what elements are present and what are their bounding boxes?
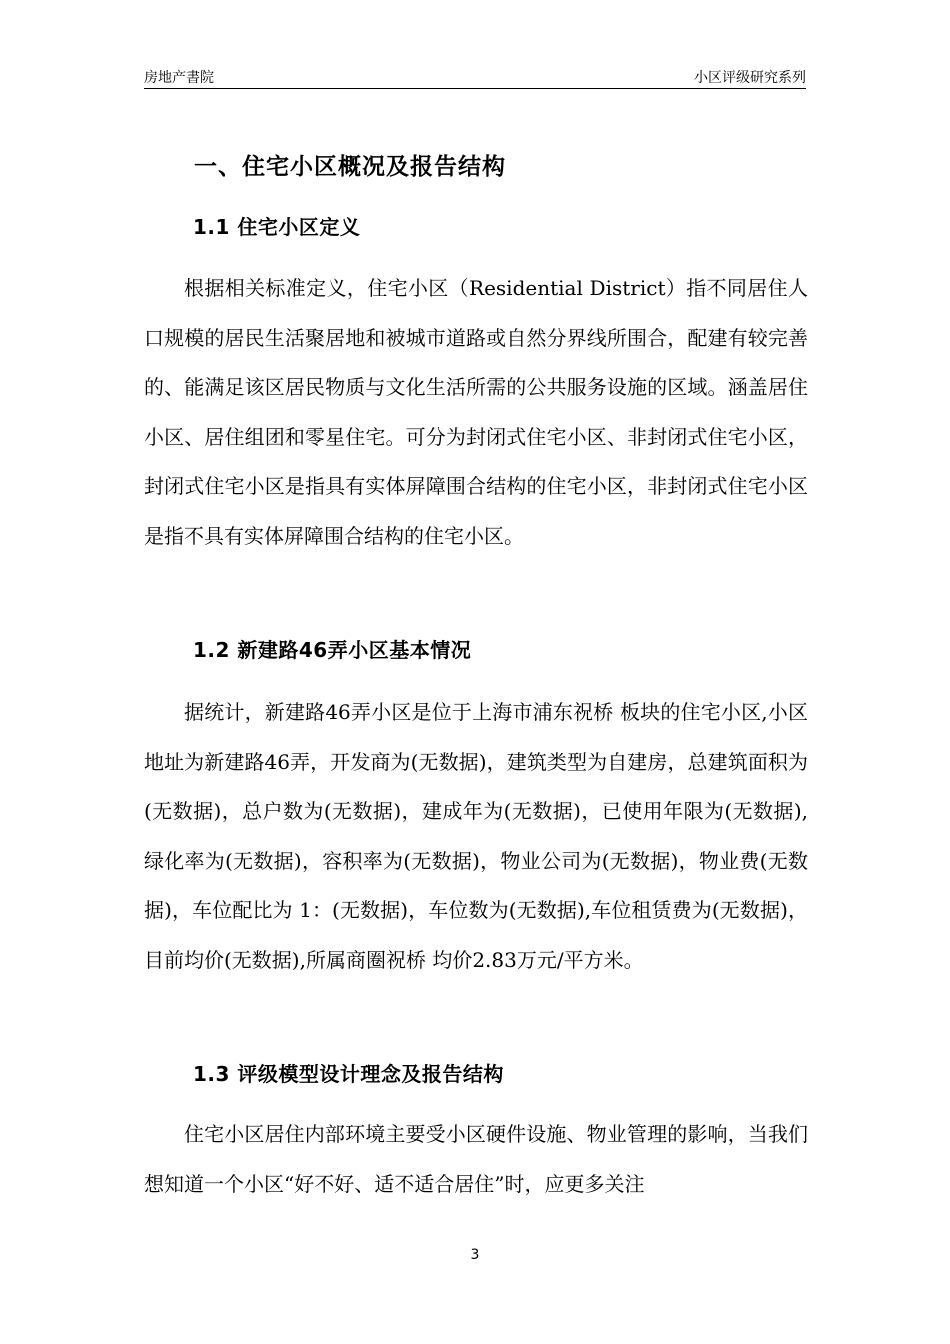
paragraph-model-design: 住宅小区居住内部环境主要受小区硬件设施、物业管理的影响，当我们想知道一个小区“好不好、适不适合居住”时，应更多关注 — [144, 1122, 808, 1196]
subsection-title-1-1: 1.1 住宅小区定义 — [193, 215, 361, 239]
paragraph-basic-info: 据统计，新建路46弄小区是位于上海市浦东祝桥 板块的住宅小区,小区地址为新建路46弄，开发商为(无数据)，建筑类型为自建房，总建筑面积为(无数据)，总户数为(无数据)，建成年为(无数据)，已使用年限为(无数据),绿化率为(无数据)，容积率为(无数据)，物业公司为(无数据)，物业费(无数据)，车位配比为 1：(无数据)，车位数为(无数据),车位租赁费为(无数据)，目前均价(无数据),所属商圈祝桥 均价2.83万元/平方米。 — [144, 700, 808, 972]
paragraph-definition: 根据相关标准定义，住宅小区（Residential District）指不同居住人口规模的居民生活聚居地和被城市道路或自然分界线所围合，配建有较完善的、能满足该区居民物质与文化生活所需的公共服务设施的区域。涵盖居住小区、居住组团和零星住宅。可分为封闭式住宅小区、非封闭式住宅小区，封闭式住宅小区是指具有实体屏障围合结构的住宅小区，非封闭式住宅小区是指不具有实体屏障围合结构的住宅小区。 — [144, 276, 808, 548]
page-header — [144, 62, 806, 89]
header-series-title: 小区评级研究系列 — [694, 70, 806, 86]
section-title: 一、住宅小区概况及报告结构 — [194, 154, 506, 180]
header-publisher: 房地产書院 — [144, 70, 214, 86]
subsection-title-1-2: 1.2 新建路46弄小区基本情况 — [193, 638, 472, 662]
subsection-title-1-3: 1.3 评级模型设计理念及报告结构 — [193, 1062, 504, 1086]
page-number: 3 — [470, 1247, 480, 1263]
